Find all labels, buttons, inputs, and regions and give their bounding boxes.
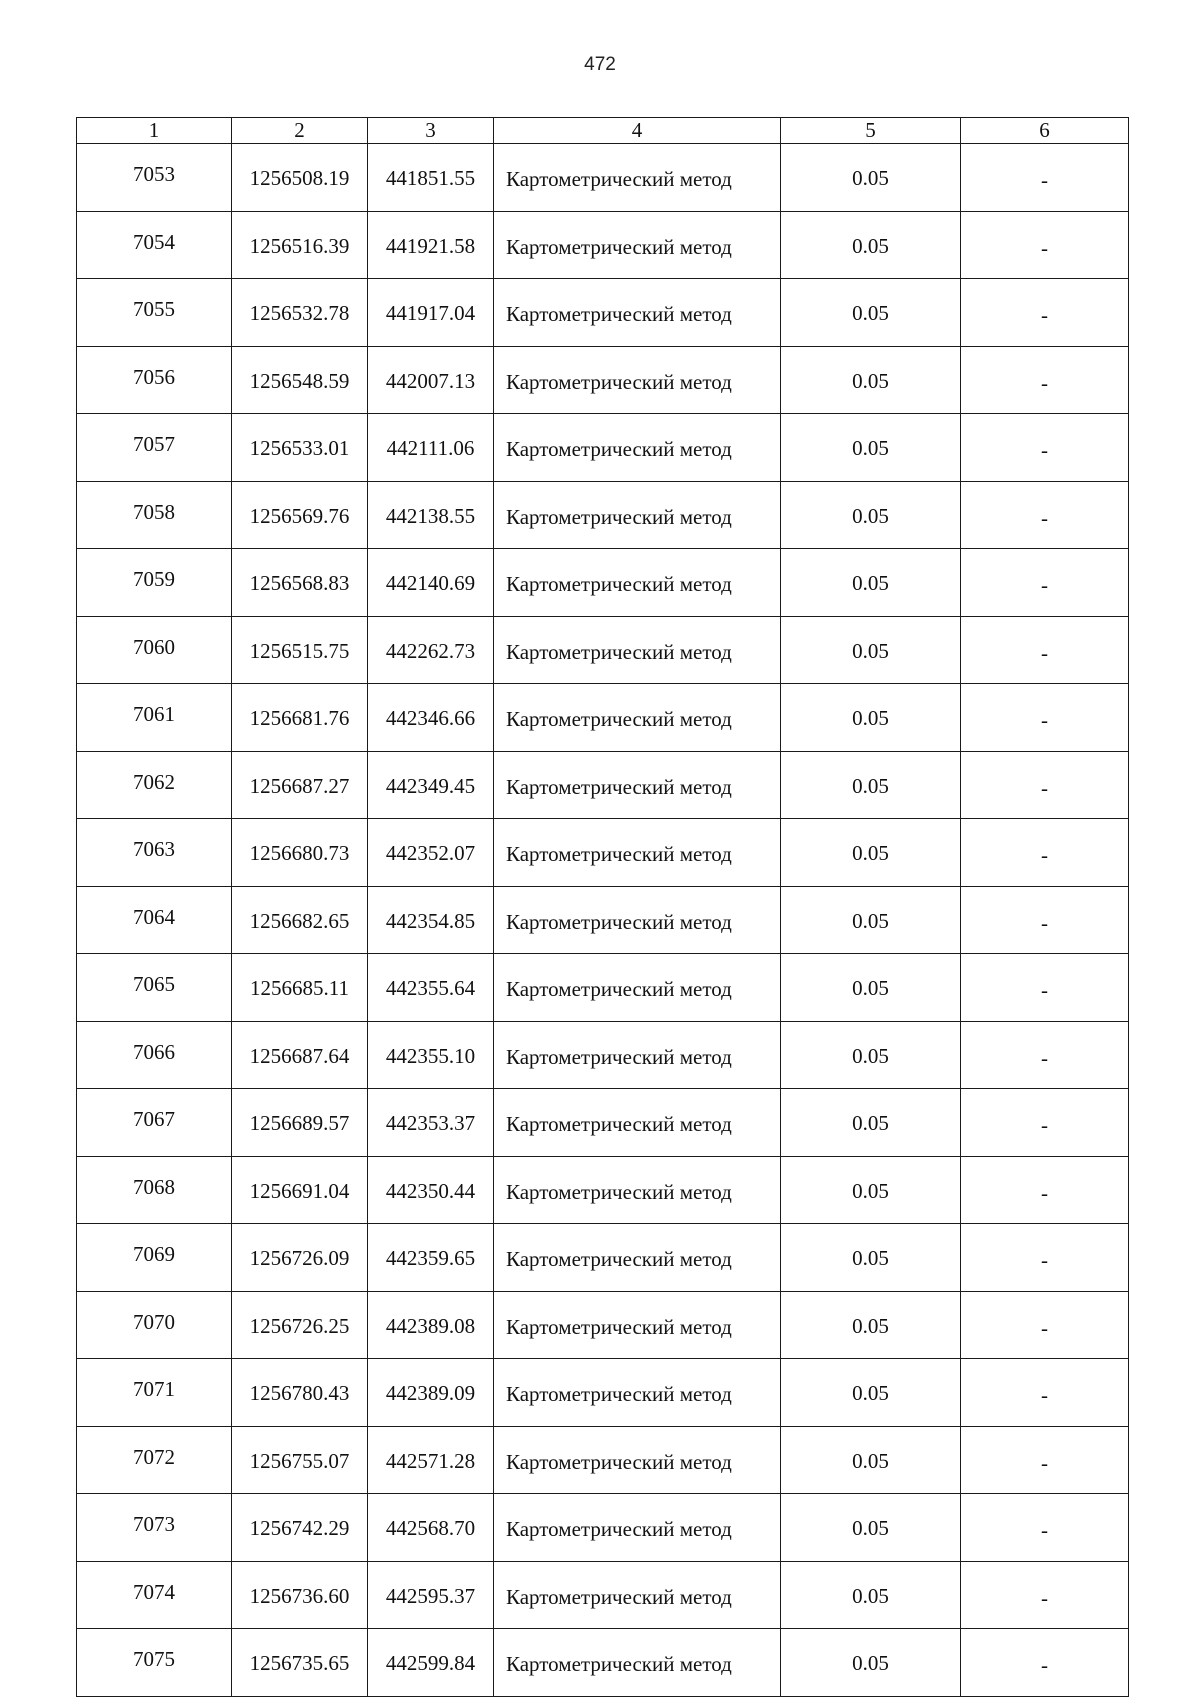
cell-coordinate-y: 442346.66 [368, 684, 494, 752]
header-cell-5: 5 [781, 118, 961, 144]
cell-method: Картометрический метод [494, 1089, 781, 1157]
cell-method: Картометрический метод [494, 1021, 781, 1089]
cell-point-number: 7071 [77, 1359, 232, 1427]
cell-coordinate-x: 1256691.04 [232, 1156, 368, 1224]
cell-point-number: 7072 [77, 1426, 232, 1494]
table-row [77, 886, 1129, 954]
cell-coordinate-x: 1256568.83 [232, 549, 368, 617]
cell-method: Картометрический метод [494, 279, 781, 347]
cell-method: Картометрический метод [494, 549, 781, 617]
cell-note: - [961, 684, 1129, 752]
cell-coordinate-x: 1256516.39 [232, 211, 368, 279]
cell-coordinate-x: 1256755.07 [232, 1426, 368, 1494]
page-number: 472 [584, 54, 616, 75]
cell-note: - [961, 1629, 1129, 1697]
cell-accuracy: 0.05 [781, 1089, 961, 1157]
cell-coordinate-y: 442568.70 [368, 1494, 494, 1562]
cell-coordinate-y: 442138.55 [368, 481, 494, 549]
cell-coordinate-x: 1256548.59 [232, 346, 368, 414]
cell-coordinate-y: 442353.37 [368, 1089, 494, 1157]
cell-coordinate-y: 441917.04 [368, 279, 494, 347]
cell-method: Картометрический метод [494, 886, 781, 954]
table-row [77, 1359, 1129, 1427]
cell-accuracy: 0.05 [781, 1359, 961, 1427]
cell-method: Картометрический метод [494, 414, 781, 482]
header-cell-6: 6 [961, 118, 1129, 144]
cell-accuracy: 0.05 [781, 819, 961, 887]
cell-coordinate-x: 1256689.57 [232, 1089, 368, 1157]
cell-accuracy: 0.05 [781, 886, 961, 954]
cell-accuracy: 0.05 [781, 1291, 961, 1359]
coordinates-table [76, 117, 1129, 1697]
cell-coordinate-x: 1256681.76 [232, 684, 368, 752]
cell-accuracy: 0.05 [781, 1426, 961, 1494]
cell-coordinate-y: 442007.13 [368, 346, 494, 414]
cell-note: - [961, 1156, 1129, 1224]
cell-note: - [961, 1561, 1129, 1629]
cell-note: - [961, 1291, 1129, 1359]
header-cell-2: 2 [232, 118, 368, 144]
cell-coordinate-y: 442389.08 [368, 1291, 494, 1359]
cell-point-number: 7058 [77, 481, 232, 549]
cell-method: Картометрический метод [494, 684, 781, 752]
header-cell-4: 4 [494, 118, 781, 144]
cell-coordinate-y: 442352.07 [368, 819, 494, 887]
cell-coordinate-x: 1256508.19 [232, 144, 368, 212]
cell-coordinate-y: 442355.64 [368, 954, 494, 1022]
cell-note: - [961, 886, 1129, 954]
table-row [77, 414, 1129, 482]
cell-method: Картометрический метод [494, 1494, 781, 1562]
cell-coordinate-x: 1256742.29 [232, 1494, 368, 1562]
table-row [77, 481, 1129, 549]
cell-note: - [961, 751, 1129, 819]
cell-note: - [961, 414, 1129, 482]
cell-accuracy: 0.05 [781, 616, 961, 684]
cell-point-number: 7057 [77, 414, 232, 482]
cell-accuracy: 0.05 [781, 549, 961, 617]
cell-coordinate-y: 442595.37 [368, 1561, 494, 1629]
table-row [77, 1426, 1129, 1494]
table-row [77, 1561, 1129, 1629]
cell-note: - [961, 616, 1129, 684]
cell-coordinate-y: 442359.65 [368, 1224, 494, 1292]
cell-note: - [961, 1359, 1129, 1427]
cell-point-number: 7068 [77, 1156, 232, 1224]
table-row [77, 616, 1129, 684]
cell-coordinate-x: 1256569.76 [232, 481, 368, 549]
cell-note: - [961, 1224, 1129, 1292]
cell-accuracy: 0.05 [781, 1629, 961, 1697]
cell-method: Картометрический метод [494, 751, 781, 819]
cell-accuracy: 0.05 [781, 346, 961, 414]
table-body [77, 144, 1129, 1697]
cell-coordinate-x: 1256532.78 [232, 279, 368, 347]
cell-method: Картометрический метод [494, 954, 781, 1022]
table-row [77, 751, 1129, 819]
table-row [77, 819, 1129, 887]
cell-coordinate-x: 1256515.75 [232, 616, 368, 684]
cell-point-number: 7055 [77, 279, 232, 347]
cell-method: Картометрический метод [494, 481, 781, 549]
cell-coordinate-y: 441851.55 [368, 144, 494, 212]
table-row [77, 1291, 1129, 1359]
cell-method: Картометрический метод [494, 1156, 781, 1224]
cell-coordinate-y: 442350.44 [368, 1156, 494, 1224]
cell-point-number: 7056 [77, 346, 232, 414]
cell-note: - [961, 1426, 1129, 1494]
cell-coordinate-y: 442355.10 [368, 1021, 494, 1089]
cell-method: Картометрический метод [494, 616, 781, 684]
table-row [77, 1629, 1129, 1697]
cell-point-number: 7064 [77, 886, 232, 954]
cell-note: - [961, 954, 1129, 1022]
cell-accuracy: 0.05 [781, 1561, 961, 1629]
cell-method: Картометрический метод [494, 1224, 781, 1292]
cell-note: - [961, 211, 1129, 279]
table-row [77, 144, 1129, 212]
table-row [77, 1156, 1129, 1224]
table-row [77, 684, 1129, 752]
cell-coordinate-y: 442571.28 [368, 1426, 494, 1494]
cell-method: Картометрический метод [494, 819, 781, 887]
cell-coordinate-x: 1256687.64 [232, 1021, 368, 1089]
table-row [77, 1021, 1129, 1089]
table-row [77, 1494, 1129, 1562]
header-cell-1: 1 [77, 118, 232, 144]
cell-method: Картометрический метод [494, 1359, 781, 1427]
cell-note: - [961, 346, 1129, 414]
cell-method: Картометрический метод [494, 1561, 781, 1629]
cell-coordinate-y: 442111.06 [368, 414, 494, 482]
cell-point-number: 7065 [77, 954, 232, 1022]
cell-accuracy: 0.05 [781, 481, 961, 549]
cell-point-number: 7059 [77, 549, 232, 617]
cell-note: - [961, 549, 1129, 617]
cell-accuracy: 0.05 [781, 279, 961, 347]
cell-method: Картометрический метод [494, 1291, 781, 1359]
cell-coordinate-x: 1256687.27 [232, 751, 368, 819]
header-row [77, 118, 1129, 144]
cell-coordinate-x: 1256736.60 [232, 1561, 368, 1629]
cell-accuracy: 0.05 [781, 751, 961, 819]
cell-point-number: 7075 [77, 1629, 232, 1697]
cell-point-number: 7073 [77, 1494, 232, 1562]
cell-coordinate-x: 1256682.65 [232, 886, 368, 954]
cell-point-number: 7070 [77, 1291, 232, 1359]
cell-coordinate-y: 442354.85 [368, 886, 494, 954]
cell-coordinate-x: 1256726.09 [232, 1224, 368, 1292]
cell-coordinate-x: 1256726.25 [232, 1291, 368, 1359]
cell-note: - [961, 819, 1129, 887]
cell-accuracy: 0.05 [781, 1021, 961, 1089]
table-row [77, 954, 1129, 1022]
header-cell-3: 3 [368, 118, 494, 144]
cell-note: - [961, 1089, 1129, 1157]
cell-method: Картометрический метод [494, 1426, 781, 1494]
cell-coordinate-x: 1256685.11 [232, 954, 368, 1022]
cell-point-number: 7062 [77, 751, 232, 819]
cell-note: - [961, 279, 1129, 347]
cell-point-number: 7053 [77, 144, 232, 212]
cell-point-number: 7063 [77, 819, 232, 887]
cell-coordinate-y: 442599.84 [368, 1629, 494, 1697]
cell-method: Картометрический метод [494, 211, 781, 279]
table-row [77, 1224, 1129, 1292]
cell-method: Картометрический метод [494, 1629, 781, 1697]
table-row [77, 549, 1129, 617]
cell-coordinate-y: 442389.09 [368, 1359, 494, 1427]
cell-point-number: 7067 [77, 1089, 232, 1157]
cell-method: Картометрический метод [494, 144, 781, 212]
cell-point-number: 7069 [77, 1224, 232, 1292]
cell-point-number: 7074 [77, 1561, 232, 1629]
cell-coordinate-y: 442140.69 [368, 549, 494, 617]
cell-point-number: 7060 [77, 616, 232, 684]
cell-coordinate-y: 442349.45 [368, 751, 494, 819]
cell-coordinate-x: 1256533.01 [232, 414, 368, 482]
cell-point-number: 7061 [77, 684, 232, 752]
cell-method: Картометрический метод [494, 346, 781, 414]
cell-accuracy: 0.05 [781, 211, 961, 279]
table-row [77, 211, 1129, 279]
cell-note: - [961, 144, 1129, 212]
cell-accuracy: 0.05 [781, 1156, 961, 1224]
cell-coordinate-x: 1256680.73 [232, 819, 368, 887]
cell-coordinate-y: 442262.73 [368, 616, 494, 684]
cell-accuracy: 0.05 [781, 954, 961, 1022]
cell-accuracy: 0.05 [781, 1494, 961, 1562]
cell-point-number: 7054 [77, 211, 232, 279]
cell-point-number: 7066 [77, 1021, 232, 1089]
cell-accuracy: 0.05 [781, 1224, 961, 1292]
cell-coordinate-x: 1256780.43 [232, 1359, 368, 1427]
cell-accuracy: 0.05 [781, 684, 961, 752]
table-row [77, 346, 1129, 414]
table-row [77, 1089, 1129, 1157]
cell-coordinate-x: 1256735.65 [232, 1629, 368, 1697]
cell-note: - [961, 1021, 1129, 1089]
cell-accuracy: 0.05 [781, 414, 961, 482]
cell-note: - [961, 1494, 1129, 1562]
cell-coordinate-y: 441921.58 [368, 211, 494, 279]
cell-accuracy: 0.05 [781, 144, 961, 212]
table-row [77, 279, 1129, 347]
table-header [77, 118, 1129, 144]
cell-note: - [961, 481, 1129, 549]
